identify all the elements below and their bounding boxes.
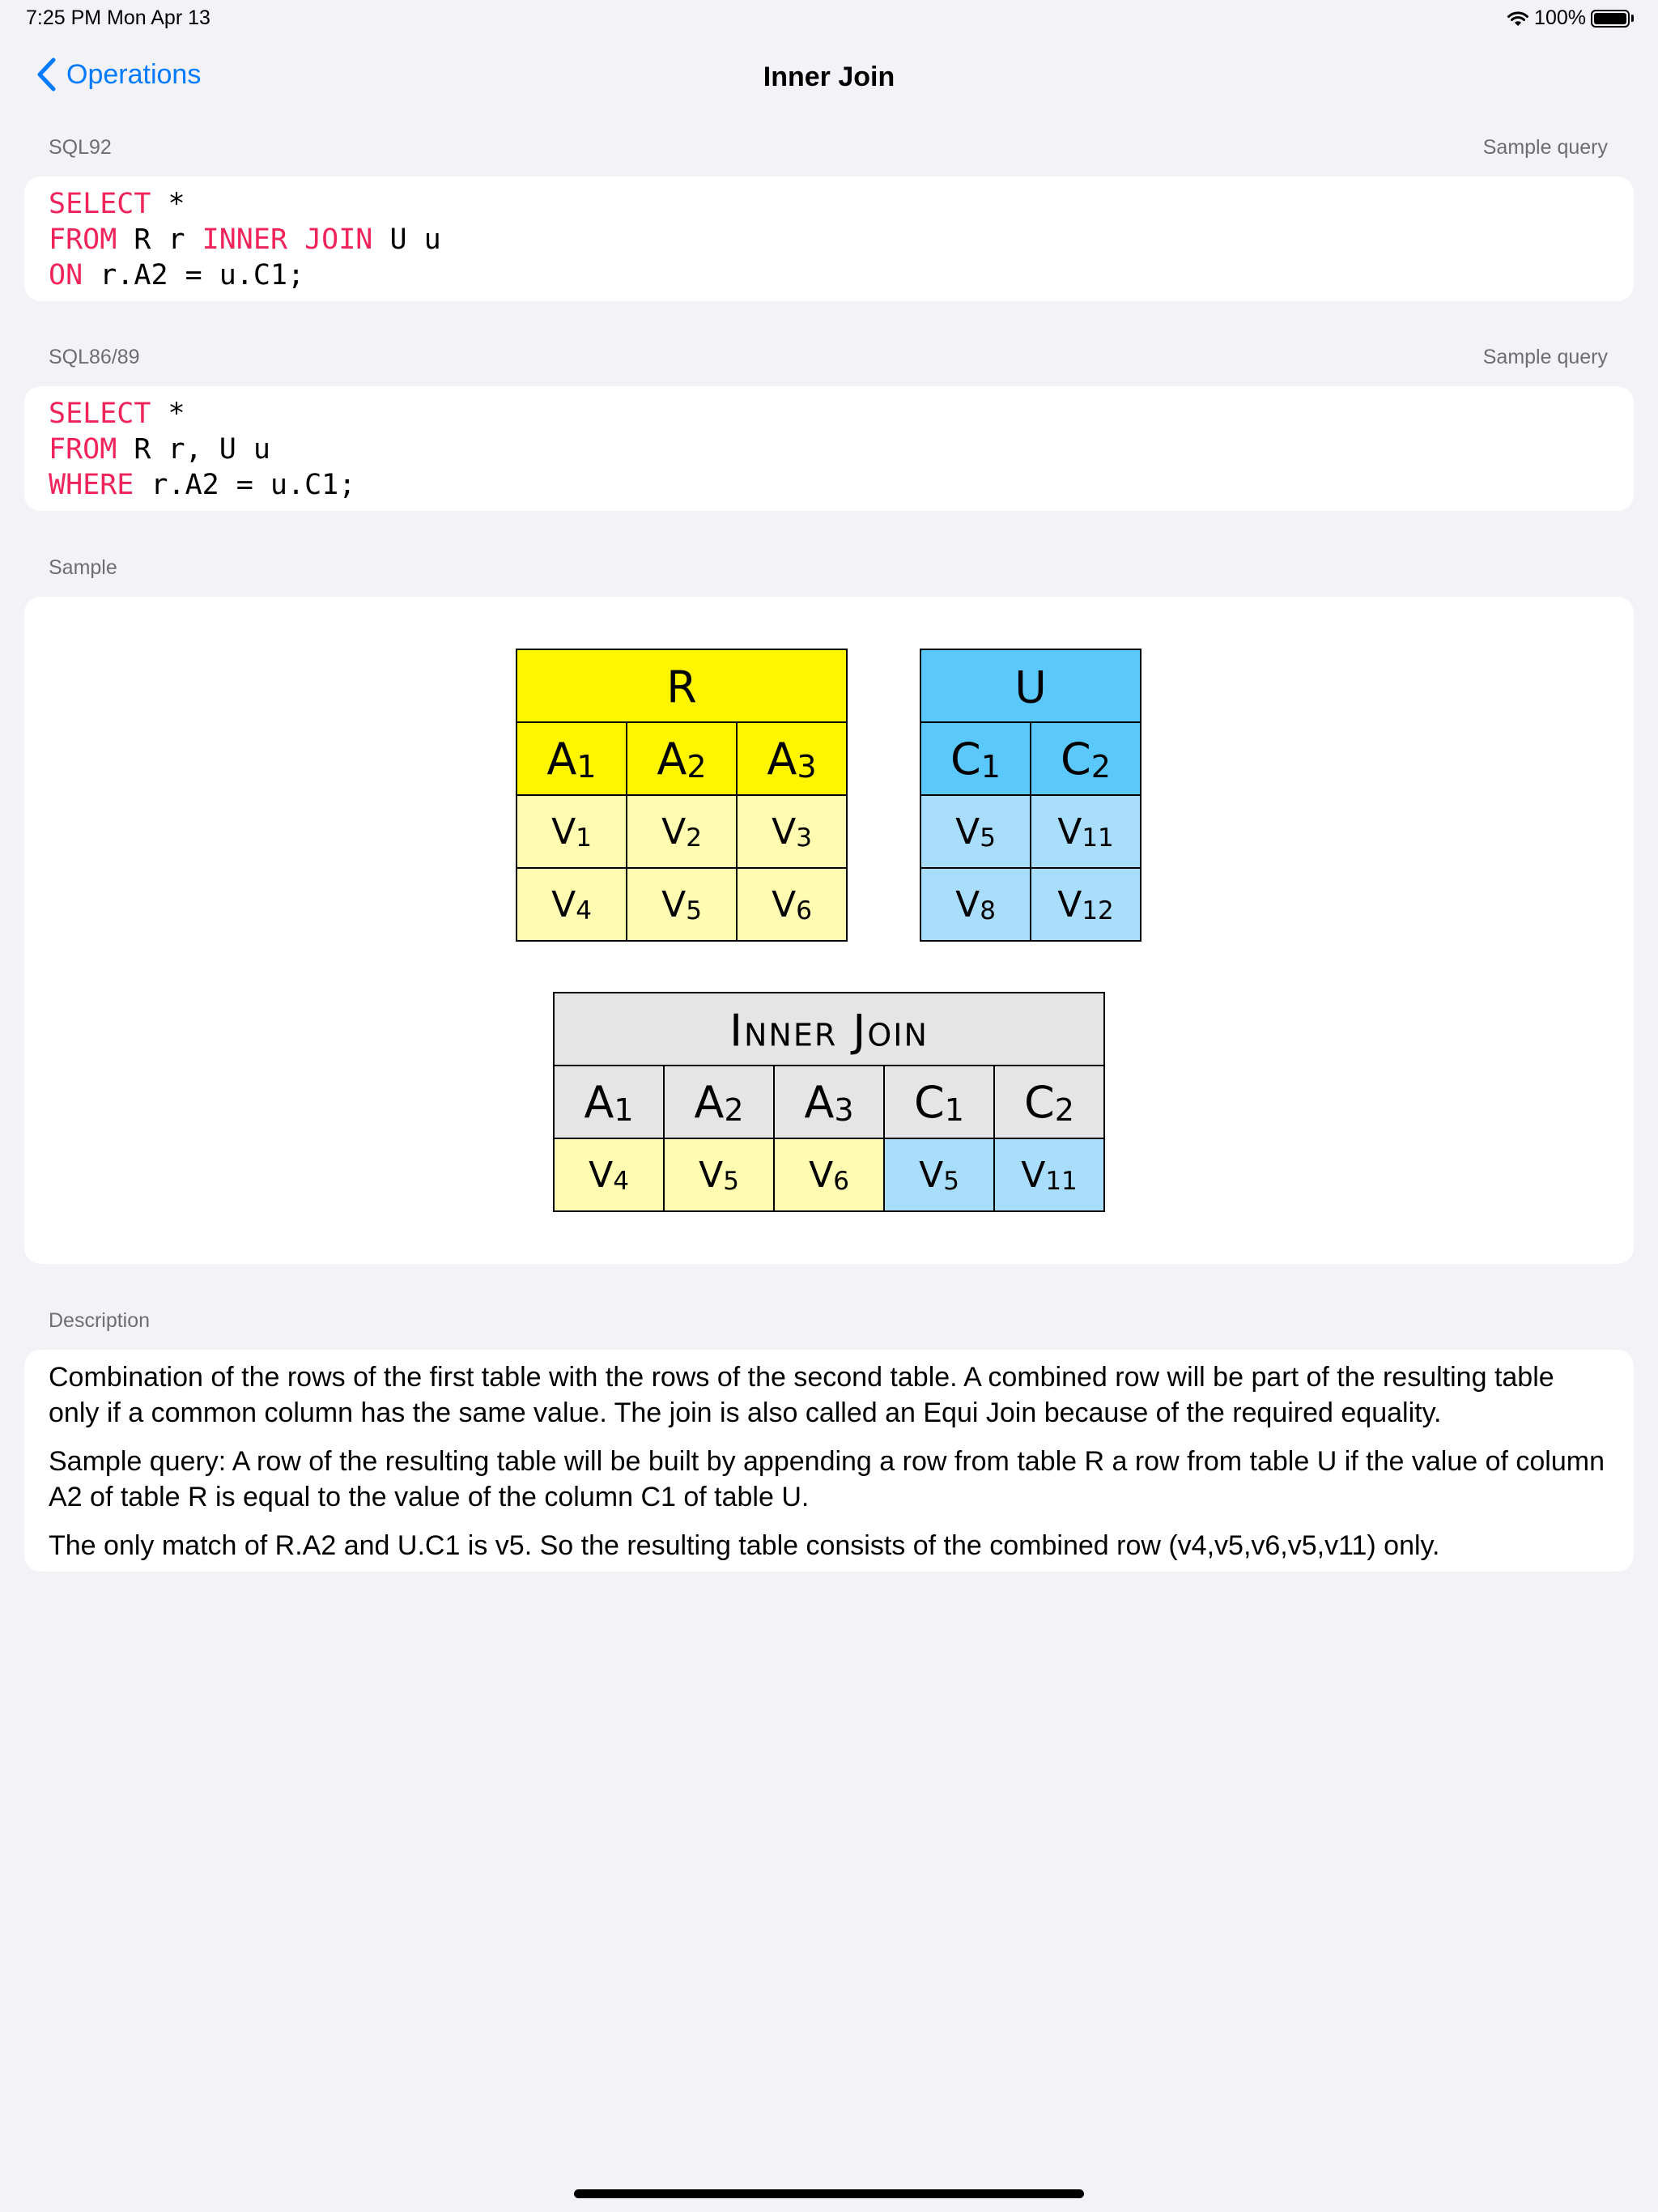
sql92-code-line: [49, 222, 1609, 257]
sample-card: [24, 597, 1634, 1264]
sql-keyword: ON: [49, 259, 83, 291]
sql-text: *: [151, 188, 185, 220]
description-text: [24, 1350, 1634, 1563]
battery-icon: [1591, 10, 1630, 28]
description-paragraph: Sample query: A row of the resulting table will be built by appending a row from table R a row from table U if the value of column A2 of table R is equal to the value of the column C1 of table U.: [49, 1446, 1605, 1512]
table-r-value: V4: [551, 883, 592, 925]
page-title: Inner Join: [763, 62, 895, 92]
description-paragraph: The only match of R.A2 and U.C1 is v5. So the resulting table consists of the combined row (v4,v5,v6,v5,v11) only.: [49, 1530, 1440, 1561]
home-indicator[interactable]: [574, 2189, 1084, 2198]
sql-keyword: INNER JOIN: [202, 223, 373, 256]
result-column-label: A3: [804, 1076, 854, 1128]
table-r-title: R: [666, 661, 697, 713]
table-u-column-label: C2: [1061, 733, 1111, 785]
sql86-code-line: [49, 467, 1609, 503]
status-indicators: [1507, 6, 1634, 30]
battery-percent: 100%: [1534, 6, 1586, 29]
sample-section-label: Sample: [49, 556, 117, 579]
table-r-value: V1: [551, 810, 592, 853]
sql86-code-line: [49, 396, 1609, 432]
result-column-label: A1: [584, 1076, 634, 1128]
table-r-value: V6: [772, 883, 812, 925]
result-column-label: A2: [694, 1076, 744, 1128]
table-u-value: V11: [1057, 810, 1114, 853]
sql86-sample-query-button[interactable]: Sample query: [1482, 346, 1608, 368]
table-u-value: V12: [1057, 883, 1114, 925]
description-card: [24, 1350, 1634, 1572]
sql86-code-card: [24, 386, 1634, 511]
join-diagram: [24, 597, 1634, 1264]
status-time: 7:25 PM Mon Apr 13: [26, 6, 210, 29]
result-value: V4: [589, 1154, 629, 1196]
description-section-label: Description: [49, 1309, 151, 1332]
sql-keyword: FROM: [49, 223, 117, 256]
sql92-code-line: [49, 186, 1609, 222]
sql92-code-line: [49, 257, 1609, 293]
back-button-label[interactable]: Operations: [66, 58, 202, 90]
sql-text: *: [151, 398, 185, 430]
sql-text: U u: [372, 223, 441, 256]
sql92-sample-query-button[interactable]: Sample query: [1482, 136, 1608, 159]
table-r-value: V3: [772, 810, 812, 853]
sql86-section-label: SQL86/89: [49, 346, 140, 368]
table-u-value: V8: [955, 883, 996, 925]
sql86-code-line: [49, 432, 1609, 467]
sql-text: r.A2 = u.C1;: [134, 469, 356, 501]
sql92-code-block: [24, 177, 1634, 293]
result-value: V5: [699, 1154, 739, 1196]
sql92-code-card: [24, 177, 1634, 301]
sql-text: R r, U u: [117, 433, 270, 466]
result-value: V11: [1021, 1154, 1078, 1196]
table-u-title: U: [1014, 661, 1047, 713]
sql92-section-label: SQL92: [49, 136, 112, 159]
sql-keyword: WHERE: [49, 469, 134, 501]
sql-keyword: SELECT: [49, 398, 151, 430]
status-bar: [0, 0, 1658, 39]
sql-text: r.A2 = u.C1;: [83, 259, 305, 291]
table-r-column-label: A2: [657, 733, 707, 785]
table-r-value: V2: [661, 810, 702, 853]
wifi-icon: [1507, 10, 1529, 28]
result-value: V6: [809, 1154, 849, 1196]
result-value: V5: [919, 1154, 959, 1196]
table-r-value: V5: [661, 883, 702, 925]
table-u-column-label: C1: [950, 733, 1001, 785]
table-r-column-label: A3: [767, 733, 817, 785]
sql-keyword: SELECT: [49, 188, 151, 220]
table-r-column-label: A1: [546, 733, 597, 785]
result-title: Inner Join: [729, 1005, 929, 1057]
result-column-label: C1: [914, 1076, 964, 1128]
sql-keyword: FROM: [49, 433, 117, 466]
table-u-value: V5: [955, 810, 996, 853]
result-column-label: C2: [1024, 1076, 1074, 1128]
description-paragraph: Combination of the rows of the first table with the rows of the second table. A combined row will be part of the resulting table only if a common column has the same value. The join is also called an Equi Join because of the required equality.: [49, 1362, 1554, 1428]
sql86-code-block: [24, 386, 1634, 503]
sql-text: R r: [117, 223, 202, 256]
